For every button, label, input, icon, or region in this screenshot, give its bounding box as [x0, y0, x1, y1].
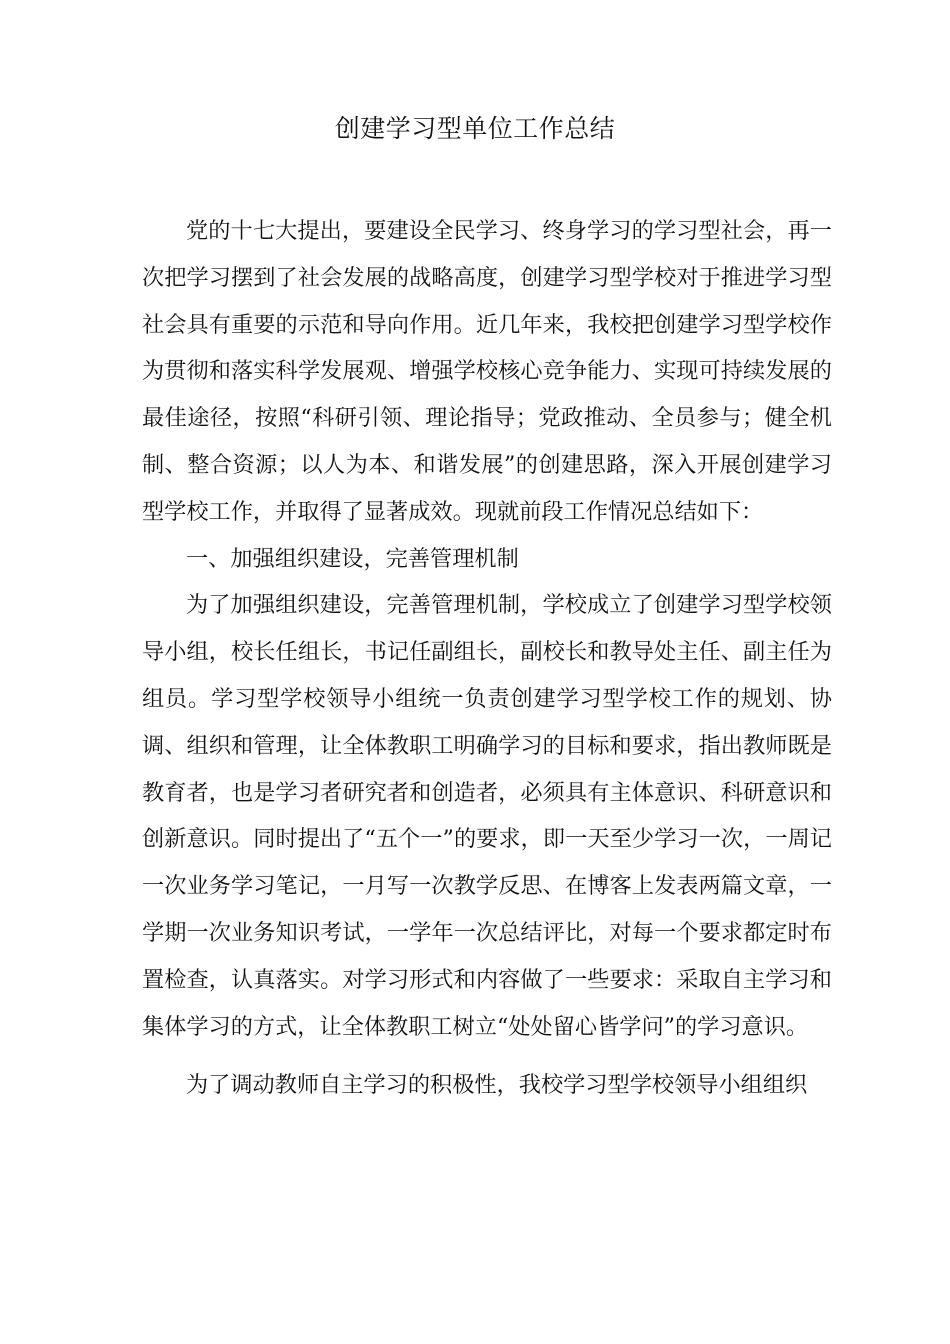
paragraph-self-study: 为了调动教师自主学习的积极性，我校学习型学校领导小组组织 [186, 1072, 808, 1099]
paragraph-organization: 为了加强组织建设，完善管理机制，学校成立了创建学习型学校领导小组，校长任组长，书记任副组长，副校长和教导处主任、副主任为组员。学习型学校领导小组统一负责创建学习型学校工作的规划、协调、组织和管理，让全体教职工明确学习的目标和要求，指出教师既是教育者，也是学习者研究者和创造者，必须具有主体意识、科研意识和创新意识。同时提出了“五个一”的要求，即一天至少学习一次，一周记一次业务学习笔记，一月写一次教学反思、在博客上发表两篇文章，一学期一次业务知识考试，一学年一次总结评比，对每一个要求都定时布置检查，认真落实。对学习形式和内容做了一些要求：采取自主学习和集体学习的方式，让全体教职工树立“处处留心皆学问”的学习意识。 [142, 592, 832, 1040]
section-heading-1: 一、加强组织建设，完善管理机制 [186, 545, 519, 572]
paragraph-intro: 党的十七大提出，要建设全民学习、终身学习的学习型社会，再一次把学习摆到了社会发展的战略高度，创建学习型学校对于推进学习型社会具有重要的示范和导向作用。近几年来，我校把创建学习型学校作为贯彻和落实科学发展观、增强学校核心竞争能力、实现可持续发展的最佳途径，按照“科研引领、理论指导；党政推动、全员参与；健全机制、整合资源；以人为本、和谐发展”的创建思路，深入开展创建学习型学校工作，并取得了显著成效。现就前段工作情况总结如下： [142, 218, 832, 525]
document-body [142, 208, 832, 1109]
paragraph-gap [142, 1050, 832, 1062]
document-title: 创建学习型单位工作总结 [334, 114, 616, 143]
